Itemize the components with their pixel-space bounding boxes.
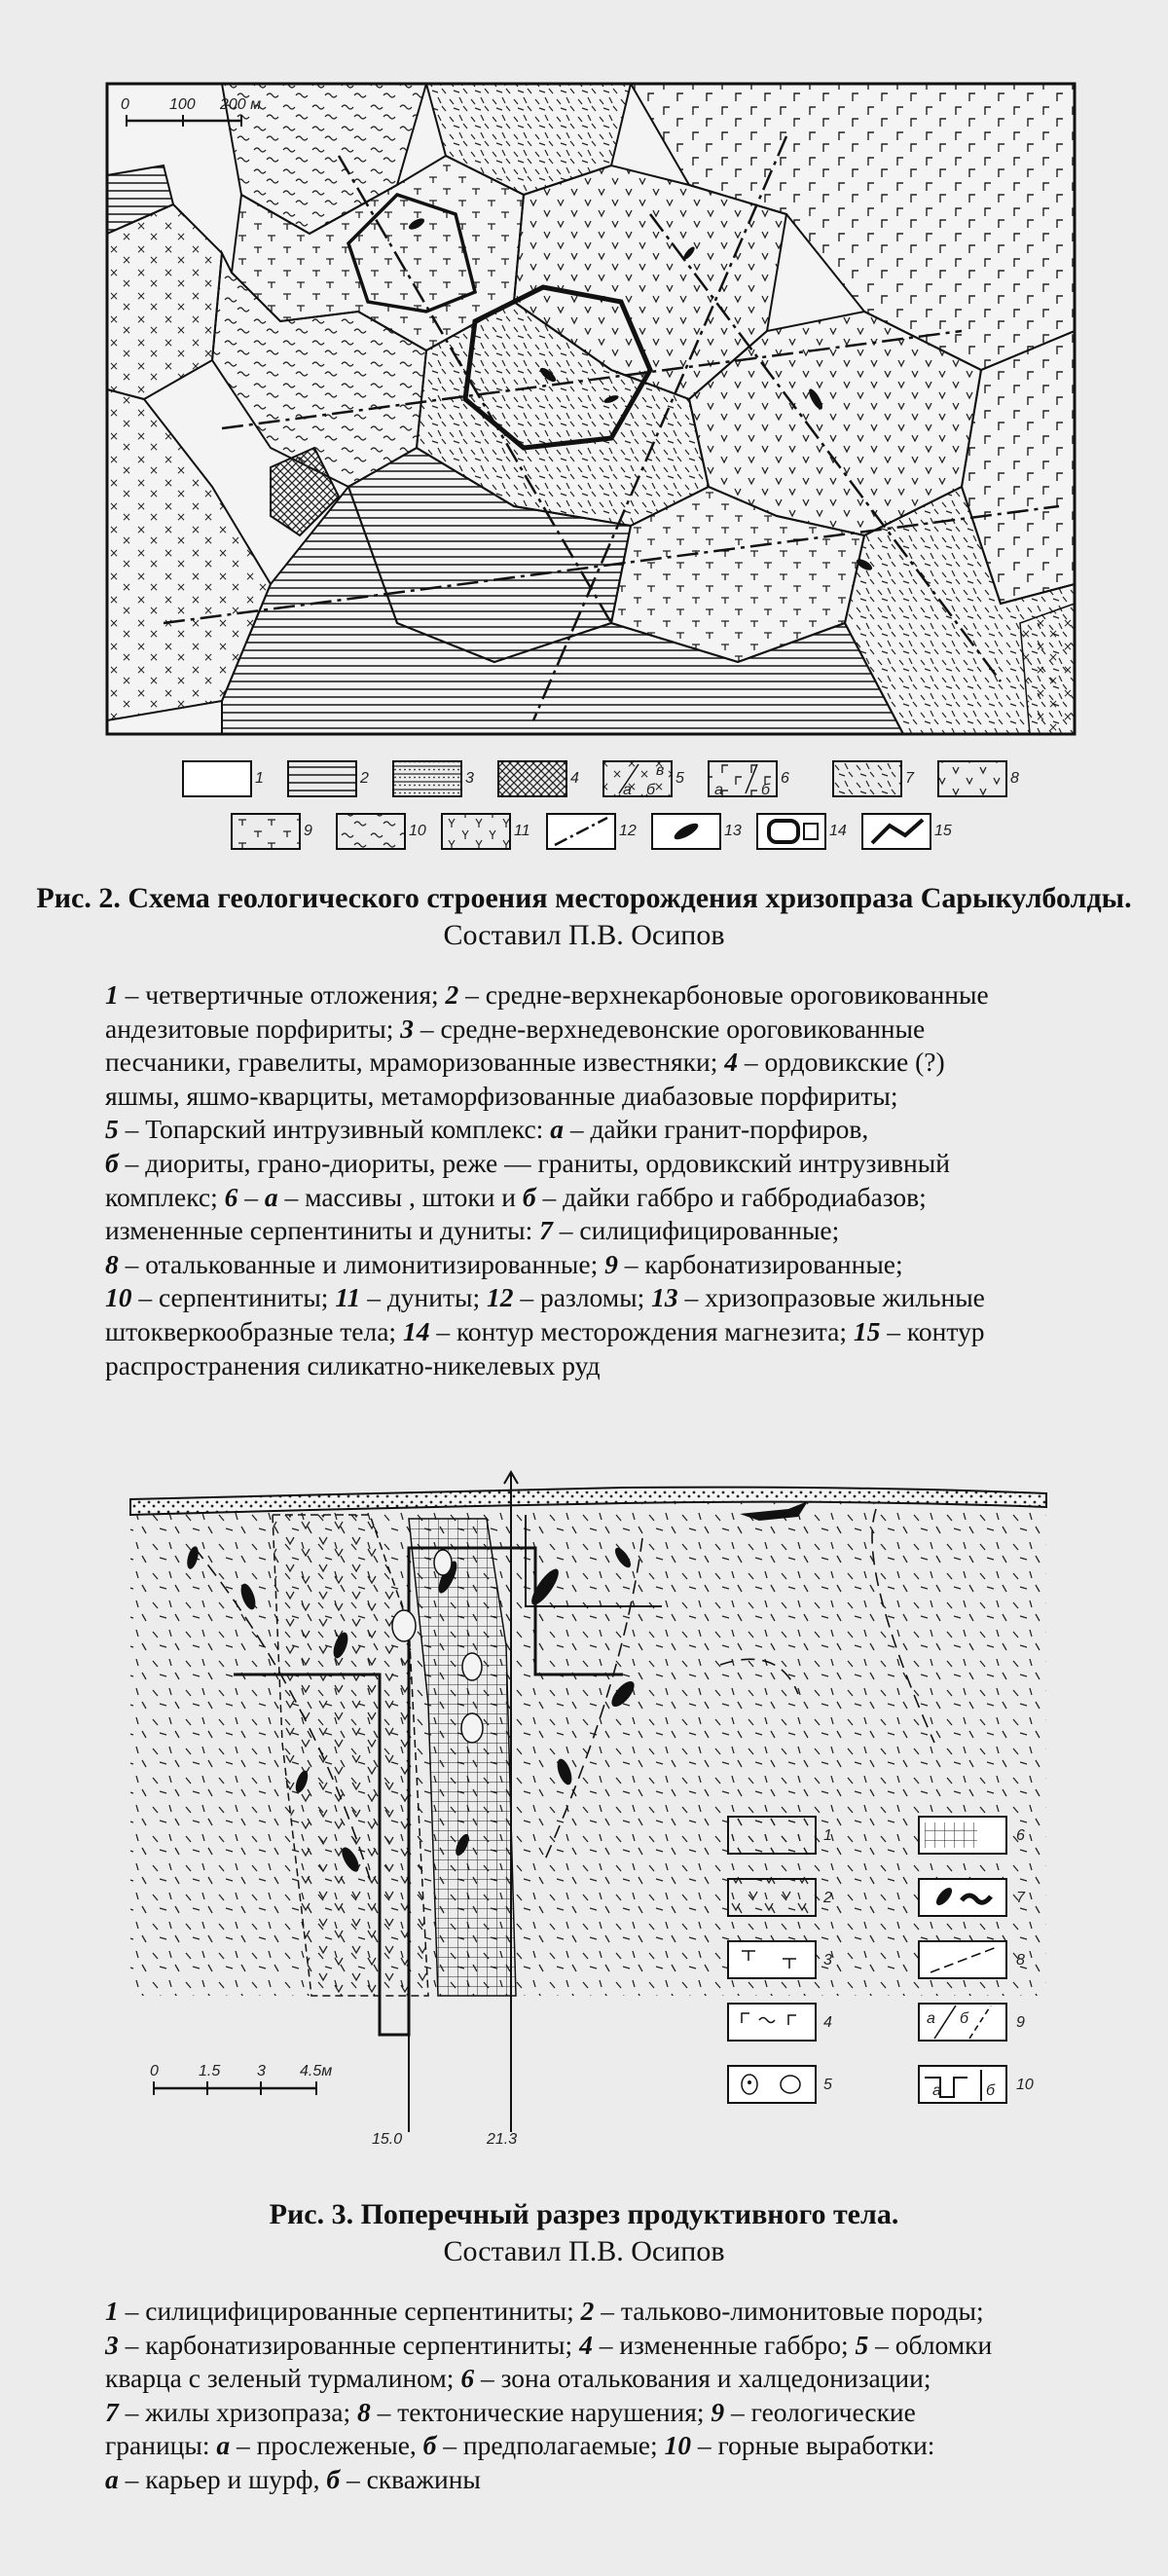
figure2-caption-author: Составил П.В. Осипов xyxy=(443,919,725,951)
legend-number: 5 xyxy=(823,2077,832,2093)
figure2-legend-text xyxy=(105,978,1088,1382)
legend-number: 10 xyxy=(409,823,426,839)
legend-key: 8 xyxy=(356,2396,371,2427)
legend-key: 11 xyxy=(335,1282,361,1313)
legend-text: – жилы хризопраза; xyxy=(118,2396,357,2427)
legend-number: 14 xyxy=(829,823,847,839)
legend-letter: а xyxy=(932,2082,941,2099)
legend-line xyxy=(105,2463,1088,2497)
legend-text: – карбонатизированные; xyxy=(617,1248,903,1279)
legend-key: б xyxy=(522,1181,536,1212)
legend-number: 10 xyxy=(1016,2077,1034,2093)
legend-letter: б xyxy=(761,782,770,798)
legend-key: 6 xyxy=(224,1181,238,1212)
legend-key: 7 xyxy=(105,2396,119,2427)
legend-line xyxy=(105,1248,1088,1282)
legend-number: 6 xyxy=(781,770,789,787)
legend-text: – обломки xyxy=(868,2329,993,2360)
legend-text: – скважины xyxy=(340,2463,481,2494)
legend-number: 8 xyxy=(1016,1952,1025,1969)
legend-text: – карбонатизированные серпентиниты; xyxy=(118,2329,580,2360)
section-scale-label: 4.5м xyxy=(300,2063,333,2079)
well-depth-label: 15.0 xyxy=(372,2131,403,2148)
legend-letter: а xyxy=(623,782,632,798)
legend-key: 1 xyxy=(105,979,119,1010)
legend-number: 13 xyxy=(724,823,742,839)
legend-text: распространения силикатно-никелевых руд xyxy=(105,1349,601,1380)
legend-number: 1 xyxy=(255,770,264,787)
legend-key: б xyxy=(105,1147,119,1178)
legend-text: комплекс; xyxy=(105,1181,225,1212)
legend-line xyxy=(105,1214,1088,1248)
legend-line xyxy=(105,2396,1088,2430)
figure3-legend-text xyxy=(105,2295,1088,2497)
legend-number: 8 xyxy=(1010,770,1019,787)
legend-text: – силицифицированные; xyxy=(552,1215,840,1246)
legend-line xyxy=(105,1147,1088,1181)
legend-letter: в xyxy=(656,762,665,779)
figure2-caption-title: Рис. 2. Схема геологического строения месторождения хризопраза Сарыкулболды. xyxy=(36,882,1132,914)
legend-text: – горные выработки: xyxy=(691,2430,935,2461)
map-scale-label: 0 xyxy=(121,96,129,113)
legend-number: 15 xyxy=(934,823,952,839)
figure3-caption-title: Рис. 3. Поперечный разрез продуктивного тела. xyxy=(269,2198,899,2230)
legend-text: – разломы; xyxy=(513,1282,652,1313)
legend-key: а xyxy=(105,2463,119,2494)
legend-text: – дайки гранит-порфиров, xyxy=(563,1114,869,1145)
figure3-caption xyxy=(0,2196,1168,2270)
legend-key: 2 xyxy=(445,979,459,1010)
legend-number: 1 xyxy=(823,1827,832,1844)
legend-letter: б xyxy=(960,2010,968,2027)
legend-line xyxy=(105,1080,1088,1114)
legend-key: 9 xyxy=(711,2396,725,2427)
legend-key: 4 xyxy=(724,1047,738,1078)
legend-line xyxy=(105,1113,1088,1147)
legend-line xyxy=(105,978,1088,1012)
legend-text: – контур xyxy=(880,1315,985,1346)
legend-text: – предполагаемые; xyxy=(436,2430,665,2461)
legend-text: андезитовые порфириты; xyxy=(105,1012,401,1044)
legend-text: – средне-верхнекарбоновые ороговикованные xyxy=(458,979,989,1010)
legend-text: яшмы, яшмо-кварциты, метаморфизованные диабазовые порфириты; xyxy=(105,1080,898,1111)
legend-number: 11 xyxy=(514,823,530,839)
legend-key: 2 xyxy=(580,2296,595,2326)
legend-number: 5 xyxy=(675,770,684,787)
legend-text: – дуниты; xyxy=(360,1282,487,1313)
legend-text: – Топарский интрузивный комплекс: xyxy=(118,1114,551,1145)
legend-text: – контур месторождения магнезита; xyxy=(429,1315,854,1346)
legend-number: 7 xyxy=(1016,1890,1025,1906)
legend-text: – геологические xyxy=(724,2396,916,2427)
legend-line xyxy=(105,2429,1088,2463)
legend-line xyxy=(105,1281,1088,1315)
geological-map-figure xyxy=(105,78,1078,857)
section-scale-label: 3 xyxy=(257,2063,266,2079)
legend-text: – силицифицированные серпентиниты; xyxy=(118,2296,581,2326)
legend-text: – дайки габбро и габбродиабазов; xyxy=(535,1181,927,1212)
legend-key: 15 xyxy=(853,1315,881,1346)
legend-text: – тектонические нарушения; xyxy=(370,2396,712,2427)
legend-key: а xyxy=(264,1181,278,1212)
legend-letter: б xyxy=(986,2082,995,2099)
legend-line xyxy=(105,1349,1088,1383)
legend-text: границы: xyxy=(105,2430,217,2461)
legend-line xyxy=(105,2362,1088,2396)
legend-text: – четвертичные отложения; xyxy=(118,979,446,1010)
legend-line xyxy=(105,1181,1088,1215)
legend-number: 2 xyxy=(360,770,369,787)
legend-key: а xyxy=(216,2430,231,2461)
legend-letter: а xyxy=(927,2010,935,2027)
map-legend xyxy=(183,761,1019,849)
legend-number: 9 xyxy=(1016,2014,1025,2031)
legend-number: 3 xyxy=(823,1952,832,1969)
legend-letter: а xyxy=(714,782,723,798)
map-scale-label: 100 xyxy=(169,96,196,113)
legend-key: 9 xyxy=(604,1248,618,1279)
legend-text: измененные серпентиниты и дуниты: xyxy=(105,1215,540,1246)
legend-number: 9 xyxy=(304,823,312,839)
legend-line xyxy=(105,2295,1088,2329)
legend-text: – прослеженые, xyxy=(230,2430,423,2461)
legend-line xyxy=(105,1046,1088,1080)
legend-text: – зона оталькования и халцедонизации; xyxy=(474,2363,931,2394)
legend-key: 10 xyxy=(664,2430,692,2461)
legend-key: 8 xyxy=(105,1248,119,1279)
legend-text: кварца с зеленый турмалином; xyxy=(105,2363,461,2394)
legend-line xyxy=(105,2329,1088,2363)
legend-text: – серпентиниты; xyxy=(131,1282,336,1313)
legend-text: – карьер и шурф, xyxy=(118,2463,327,2494)
legend-key: 5 xyxy=(105,1114,119,1145)
legend-text: – средне-верхнедевонские ороговикованные xyxy=(413,1012,926,1044)
legend-key: б xyxy=(326,2463,341,2494)
legend-line xyxy=(105,1315,1088,1349)
legend-line xyxy=(105,1012,1088,1047)
cross-section-figure xyxy=(117,1451,1051,2152)
figure3-caption-author: Составил П.В. Осипов xyxy=(443,2235,725,2267)
legend-number: 7 xyxy=(905,770,914,787)
legend-key: 10 xyxy=(105,1282,132,1313)
legend-key: 13 xyxy=(651,1282,678,1313)
legend-number: 2 xyxy=(823,1890,832,1906)
legend-text: – оталькованные и лимонитизированные; xyxy=(118,1248,605,1279)
legend-number: 6 xyxy=(1016,1827,1025,1844)
legend-text: – массивы , штоки и xyxy=(277,1181,523,1212)
legend-key: б xyxy=(422,2430,437,2461)
legend-number: 4 xyxy=(823,2014,832,2031)
legend-key: 3 xyxy=(400,1012,414,1044)
legend-text: песчаники, гравелиты, мраморизованные известняки; xyxy=(105,1047,725,1078)
legend-key: 3 xyxy=(105,2329,119,2360)
legend-text: – ордовикские (?) xyxy=(737,1047,945,1078)
legend-number: 4 xyxy=(570,770,579,787)
legend-key: 4 xyxy=(579,2329,593,2360)
legend-key: 12 xyxy=(487,1282,514,1313)
legend-key: а xyxy=(550,1114,564,1145)
legend-text: – xyxy=(237,1181,265,1212)
legend-text: – измененные габбро; xyxy=(592,2329,856,2360)
section-scale-label: 1.5 xyxy=(199,2063,221,2079)
legend-key: 1 xyxy=(105,2296,119,2326)
legend-text: – диориты, грано-диориты, реже — граниты, ордовикский интрузивный xyxy=(118,1147,950,1178)
section-scale-label: 0 xyxy=(150,2063,159,2079)
well-depth-label: 21.3 xyxy=(487,2131,518,2148)
figure2-caption xyxy=(0,880,1168,954)
legend-text: – тальково-лимонитовые породы; xyxy=(594,2296,984,2326)
legend-key: 14 xyxy=(402,1315,430,1346)
legend-text: штокверкообразные тела; xyxy=(105,1315,403,1346)
legend-key: 6 xyxy=(460,2363,475,2394)
legend-letter: б xyxy=(646,782,655,798)
legend-number: 12 xyxy=(619,823,637,839)
legend-text: – хризопразовые жильные xyxy=(677,1282,985,1313)
legend-number: 3 xyxy=(465,770,474,787)
map-scale-label: 200 м xyxy=(220,96,262,113)
legend-key: 5 xyxy=(855,2329,869,2360)
legend-key: 7 xyxy=(539,1215,553,1246)
